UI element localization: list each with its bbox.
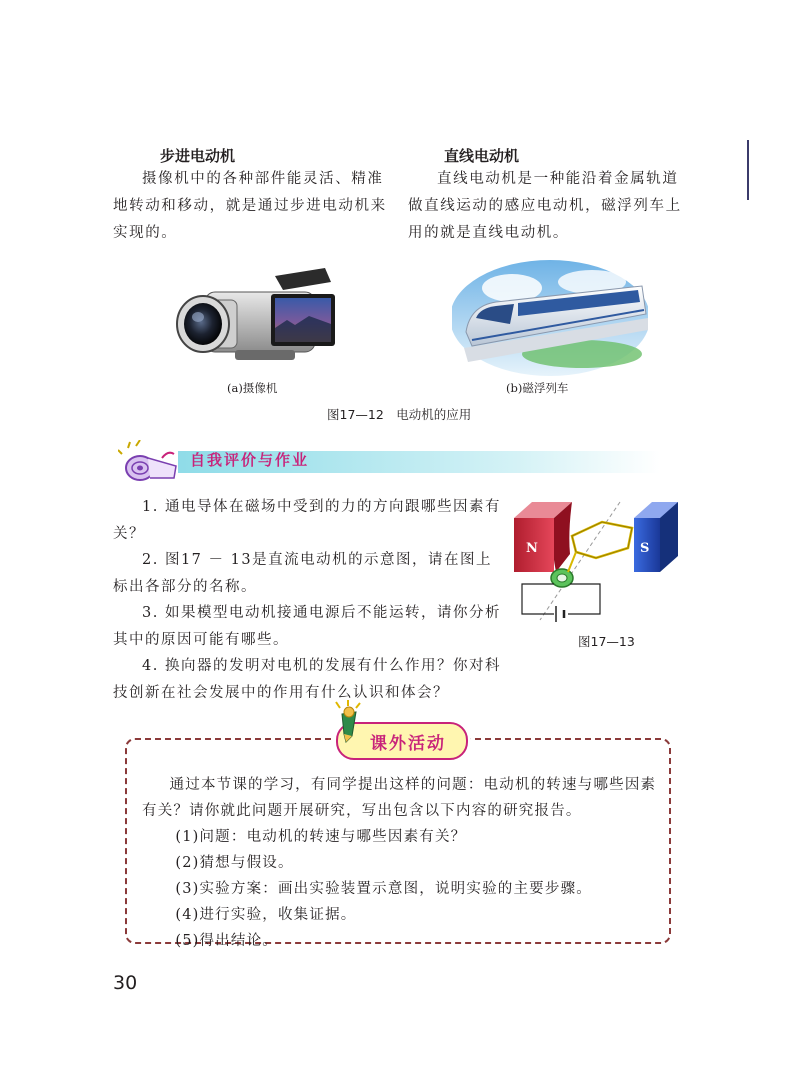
- question-1: 1. 通电导体在磁场中受到的力的方向跟哪些因素有关？: [113, 499, 501, 542]
- magnet-s-label: S: [640, 541, 650, 556]
- pencil-icon: [332, 700, 372, 746]
- activity-item-5: (5)得出结论。: [175, 933, 278, 949]
- figure-17-13-caption: 图17—13: [578, 634, 635, 649]
- question-2: 2. 图17 － 13是直流电动机的示意图，请在图上标出各部分的名称。: [113, 552, 493, 595]
- activity-item-3: (3)实验方案：画出实验装置示意图，说明实验的主要步骤。: [175, 881, 592, 897]
- page-number: 30: [113, 972, 138, 994]
- scroll-icon: [118, 440, 180, 486]
- maglev-caption: (b)磁浮列车: [506, 381, 569, 395]
- activity-title: 课外活动: [370, 734, 446, 754]
- maglev-train-image: [452, 258, 648, 376]
- activity-item-2: (2)猜想与假设。: [175, 855, 294, 871]
- linear-motor-heading: 直线电动机: [444, 147, 520, 165]
- exercise-questions: [113, 494, 501, 706]
- figure-17-12-caption: 图17—12 电动机的应用: [327, 407, 472, 422]
- activity-item-4: (4)进行实验，收集证据。: [175, 907, 357, 923]
- activity-intro: 通过本节课的学习，有同学提出这样的问题：电动机的转速与哪些因素有关？请你就此问题开展研究，写出包含以下内容的研究报告。: [142, 777, 657, 819]
- activity-content: [142, 772, 662, 954]
- dc-motor-diagram: [510, 492, 680, 624]
- activity-item-1: (1)问题：电动机的转速与哪些因素有关？: [175, 829, 467, 845]
- camcorder-caption: (a)摄像机: [227, 381, 278, 395]
- stepper-motor-text: 摄像机中的各种部件能灵活、精准地转动和移动，就是通过步进电动机来实现的。: [113, 171, 387, 241]
- linear-motor-text: 直线电动机是一种能沿着金属轨道做直线运动的感应电动机，磁浮列车上用的就是直线电动机。: [408, 171, 682, 241]
- camcorder-image: [175, 262, 345, 372]
- magnet-n-label: N: [526, 541, 538, 556]
- question-3: 3. 如果模型电动机接通电源后不能运转，请你分析其中的原因可能有哪些。: [113, 605, 501, 648]
- page-edge-mark: [747, 140, 749, 200]
- exercise-banner-title: 自我评价与作业: [190, 451, 310, 469]
- question-4: 4. 换向器的发明对电机的发展有什么作用？你对科技创新在社会发展中的作用有什么认识和体会？: [113, 658, 501, 701]
- stepper-motor-heading: 步进电动机: [160, 147, 236, 165]
